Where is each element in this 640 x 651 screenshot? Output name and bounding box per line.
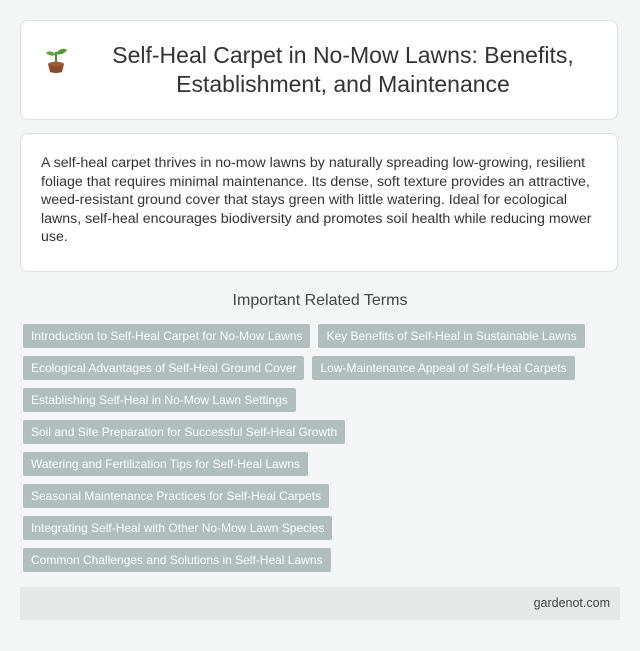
tag-row [23, 548, 623, 572]
tag-row [23, 388, 623, 412]
summary-card [20, 133, 618, 272]
title-row [21, 21, 617, 119]
related-term-tag[interactable]: Common Challenges and Solutions in Self-Heal Lawns [23, 548, 331, 572]
related-terms-heading: Important Related Terms [232, 292, 408, 309]
related-term-tag[interactable]: Soil and Site Preparation for Successful Self-Heal Growth [23, 420, 345, 444]
sprout-icon [41, 44, 71, 74]
tag-row [23, 516, 623, 540]
page-title: Self-Heal Carpet in No-Mow Lawns: Benefits, Establishment, and Maintenance [112, 42, 574, 97]
title-card [20, 20, 618, 120]
related-term-tag[interactable]: Watering and Fertilization Tips for Self-Heal Lawns [23, 452, 308, 476]
related-term-tag[interactable]: Seasonal Maintenance Practices for Self-Heal Carpets [23, 484, 329, 508]
related-terms-list [23, 324, 623, 580]
tag-row [23, 484, 623, 508]
tag-row [23, 452, 623, 476]
related-term-tag[interactable]: Establishing Self-Heal in No-Mow Lawn Settings [23, 388, 296, 412]
related-term-tag[interactable]: Low-Maintenance Appeal of Self-Heal Carpets [312, 356, 574, 380]
site-name[interactable]: gardenot.com [533, 596, 610, 610]
tag-row [23, 356, 623, 380]
related-term-tag[interactable]: Integrating Self-Heal with Other No-Mow Lawn Species [23, 516, 332, 540]
related-term-tag[interactable]: Key Benefits of Self-Heal in Sustainable Lawns [318, 324, 584, 348]
tag-row [23, 420, 623, 444]
tag-row [23, 324, 623, 348]
footer [20, 587, 620, 620]
summary-text: A self-heal carpet thrives in no-mow lawns by naturally spreading low-growing, resilient foliage that requires minimal maintenance. Its dense, soft texture provides an attractive, weed-resistant ground cover that stays green with little watering. Ideal for ecological lawns, self-heal encourages biodiversity and promotes soil health while reducing mower use. [41, 155, 592, 246]
related-term-tag[interactable]: Introduction to Self-Heal Carpet for No-Mow Lawns [23, 324, 310, 348]
related-term-tag[interactable]: Ecological Advantages of Self-Heal Ground Cover [23, 356, 304, 380]
